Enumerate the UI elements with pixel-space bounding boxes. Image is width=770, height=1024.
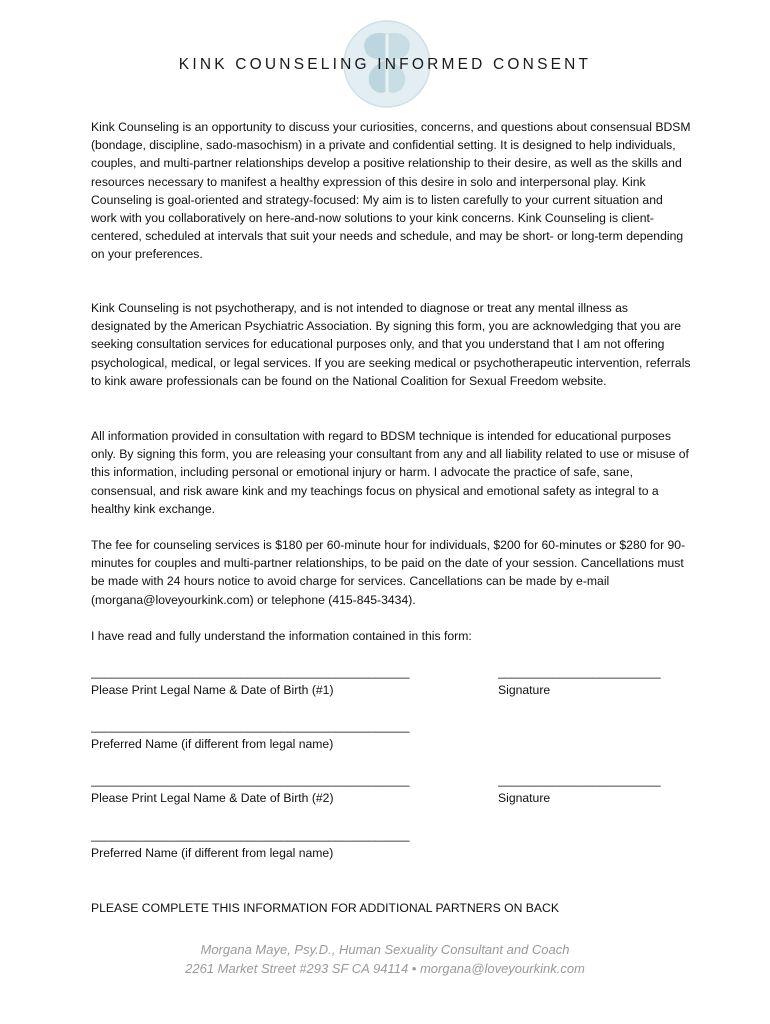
signature-1-label: Signature (498, 683, 551, 697)
legal-name-2-label: Please Print Legal Name & Date of Birth (#2) (91, 791, 334, 805)
signature-1-field[interactable]: ________________________ (498, 665, 661, 679)
additional-partners-notice: PLEASE COMPLETE THIS INFORMATION FOR ADDITIONAL PARTNERS ON BACK (91, 901, 559, 915)
footer-address-line: 2261 Market Street #293 SF CA 94114 • morgana@loveyourkink.com (185, 961, 585, 976)
legal-name-1-label: Please Print Legal Name & Date of Birth (#1) (91, 683, 334, 697)
signature-2-label: Signature (498, 791, 551, 805)
paragraph-acknowledgement: I have read and fully understand the information contained in this form: (91, 629, 472, 643)
preferred-name-2-label: Preferred Name (if different from legal name) (91, 846, 334, 860)
paragraph-fees: The fee for counseling services is $180 per 60-minute hour for individuals, $200 for 60-minutes or $280 for 90-minutes for couples and multi-partner relationships, to be paid on the date of your session. Cancellations must be made with 24 hours notice to avoid charge for services. Cancellations can be made by e-mail (morgana@loveyourkink.com) or telephone (415-845-3434). (91, 538, 686, 607)
preferred-name-1-label: Preferred Name (if different from legal name) (91, 737, 334, 751)
legal-name-1-field[interactable]: _______________________________________________ (91, 665, 410, 679)
paragraph-not-psychotherapy: Kink Counseling is not psychotherapy, and is not intended to diagnose or treat any mental illness as designated by the American Psychiatric Association. By signing this form, you are acknowledging that you are seeking consultation services for educational purposes only, and that you understand that I am not offering psychological, medical, or legal services. If you are seeking medical or psychotherapeutic intervention, referrals to kink aware professionals can be found on the National Coalition for Sexual Freedom website. (91, 301, 691, 388)
legal-name-2-field[interactable]: _______________________________________________ (91, 773, 410, 787)
paragraph-intro: Kink Counseling is an opportunity to discuss your curiosities, concerns, and questions about consensual BDSM (bondage, discipline, sado-masochism) in a private and confidential setting. It is designed to help individuals, couples, and multi-partner relationships develop a positive relationship to their desire, as well as the skills and resources necessary to manifest a healthy expression of this desire in solo and interpersonal play. Kink Counseling is goal-oriented and strategy-focused: My aim is to listen carefully to your current situation and work with you collaboratively on here-and-now solutions to your kink concerns. Kink Counseling is client-centered, scheduled at intervals that suit your needs and schedule, and may be short- or long-term depending on your preferences. (91, 120, 691, 262)
paragraph-liability: All information provided in consultation with regard to BDSM technique is intended for educational purposes only. By signing this form, you are releasing your consultant from any and all liability related to use or misuse of this information, including personal or emotional injury or harm. I advocate the practice of safe, sane, consensual, and risk aware kink and my teachings focus on physical and emotional safety as integral to a healthy kink exchange. (91, 429, 689, 516)
preferred-name-2-field[interactable]: _______________________________________________ (91, 828, 410, 842)
preferred-name-1-field[interactable]: _______________________________________________ (91, 719, 410, 733)
signature-2-field[interactable]: ________________________ (498, 773, 661, 787)
document-title: KINK COUNSELING INFORMED CONSENT (178, 56, 592, 73)
footer-name-line: Morgana Maye, Psy.D., Human Sexuality Consultant and Coach (200, 942, 570, 957)
